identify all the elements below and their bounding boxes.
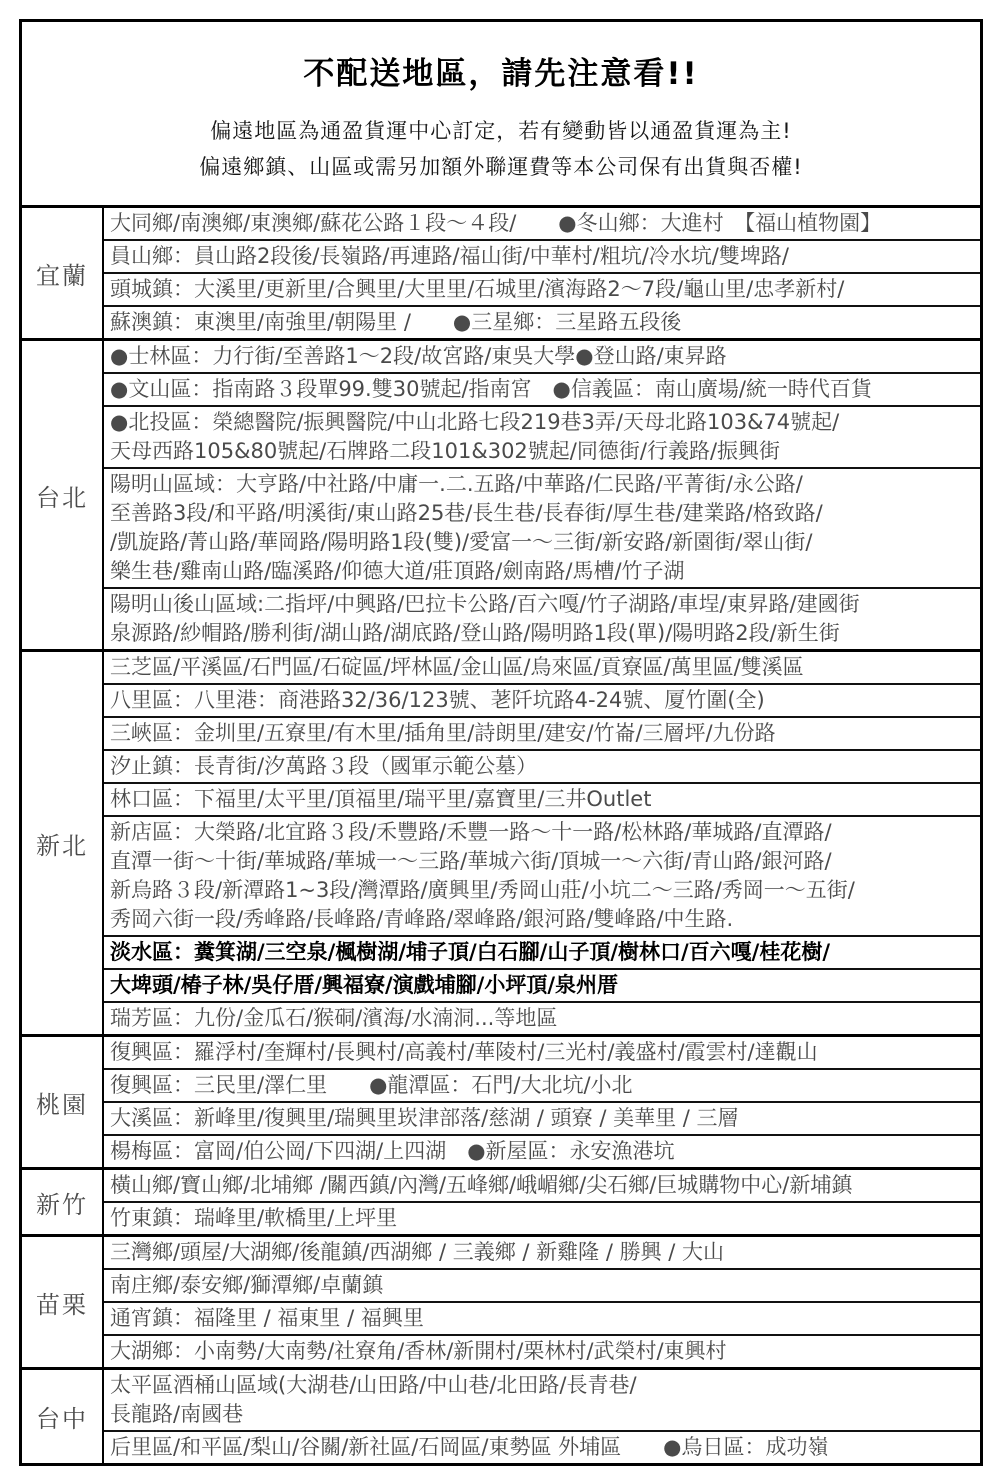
table-row <box>104 815 980 935</box>
row-line: 三灣鄉/頭屋/大湖鄉/後龍鎮/西湖鄉 / 三義鄉 / 新雞隆 / 勝興 / 大山 <box>110 1240 725 1264</box>
region-section <box>22 1234 980 1367</box>
region-section <box>22 1034 980 1167</box>
notice-sheet <box>19 19 983 1466</box>
row-line: 太平區酒桶山區域(大湖巷/山田路/中山巷/北田路/長青巷/ <box>110 1373 637 1397</box>
table-row <box>104 716 980 749</box>
row-line: 林口區：下福里/太平里/頂福里/瑞平里/嘉寶里/三井Outlet <box>110 787 652 811</box>
row-line: 汐止鎮：長青街/汐萬路３段（國軍示範公墓） <box>110 754 538 778</box>
row-line: 蘇澳鎮：東澳里/南強里/朝陽里 / ●三星鄉：三星路五段後 <box>110 310 682 334</box>
table-row <box>104 1430 980 1463</box>
row-line: 復興區：三民里/澤仁里 ●龍潭區：石門/大北坑/小北 <box>110 1073 633 1097</box>
region-rows <box>104 652 980 1034</box>
table-row <box>104 467 980 587</box>
region-rows <box>104 1237 980 1367</box>
region-section <box>22 1167 980 1234</box>
row-line: ●文山區：指南路３段單99.雙30號起/指南宮 ●信義區：南山廣場/統一時代百貨 <box>110 377 872 401</box>
table-row <box>104 1101 980 1134</box>
notice-subtitle-1: 偏遠地區為通盈貨運中心訂定，若有變動皆以通盈貨運為主! <box>210 119 792 143</box>
row-line: 樂生巷/雞南山路/臨溪路/仰德大道/莊頂路/劍南路/馬槽/竹子湖 <box>110 559 685 583</box>
table-row <box>104 968 980 1001</box>
table-row <box>104 1170 980 1201</box>
table-row <box>104 1001 980 1034</box>
region-section <box>22 338 980 649</box>
row-line: 三峽區：金圳里/五寮里/有木里/插角里/詩朗里/建安/竹崙/三層坪/九份路 <box>110 721 776 745</box>
row-line: 竹東鎮：瑞峰里/軟橋里/上坪里 <box>110 1206 398 1230</box>
row-line: 南庄鄉/泰安鄉/獅潭鄉/卓蘭鎮 <box>110 1273 384 1297</box>
table-row <box>104 272 980 305</box>
page-title: 不配送地區，請先注意看!! <box>303 56 699 92</box>
row-line: 員山鄉：員山路2段後/長嶺路/再連路/福山街/中華村/粗坑/冷水坑/雙埤路/ <box>110 244 789 268</box>
row-line: 大湖鄉：小南勢/大南勢/社寮角/香林/新開村/栗林村/武榮村/東興村 <box>110 1339 727 1363</box>
table-row <box>104 1134 980 1167</box>
row-line: 長龍路/南國巷 <box>110 1402 244 1426</box>
row-line: ●士林區：力行街/至善路1～2段/故宮路/東吳大學●登山路/東昇路 <box>110 344 727 368</box>
table-row <box>104 587 980 649</box>
region-section <box>22 1367 980 1463</box>
row-line: 陽明山後山區域:二指坪/中興路/巴拉卡公路/百六嘎/竹子湖路/車埕/東昇路/建國街 <box>110 592 860 616</box>
region-label: 新北 <box>22 652 104 1034</box>
row-line: 頭城鎮：大溪里/更新里/合興里/大里里/石城里/濱海路2～7段/龜山里/忠孝新村/ <box>110 277 845 301</box>
region-section <box>22 649 980 1034</box>
row-line: 復興區：羅浮村/奎輝村/長興村/高義村/華陵村/三光村/義盛村/霞雲村/達觀山 <box>110 1040 818 1064</box>
row-line: 陽明山區域：大亨路/中社路/中庸一.二.五路/中華路/仁民路/平菁街/永公路/ <box>110 472 803 496</box>
table-row <box>104 749 980 782</box>
region-label: 宜蘭 <box>22 208 104 338</box>
row-line: 淡水區：糞箕湖/三空泉/楓樹湖/埔子頂/白石腳/山子頂/樹林口/百六嘎/桂花樹/ <box>110 940 831 964</box>
table-row <box>104 305 980 338</box>
row-line: 楊梅區：富岡/伯公岡/下四湖/上四湖 ●新屋區：永安漁港坑 <box>110 1139 675 1163</box>
region-label: 桃園 <box>22 1037 104 1167</box>
region-label: 新竹 <box>22 1170 104 1234</box>
row-line: 天母西路105&80號起/石牌路二段101&302號起/同德街/行義路/振興街 <box>110 439 781 463</box>
region-rows <box>104 1037 980 1167</box>
table-row <box>104 405 980 467</box>
row-line: 瑞芳區：九份/金瓜石/猴硐/濱海/水湳洞...等地區 <box>110 1006 558 1030</box>
notice-header <box>22 22 980 205</box>
row-line: 泉源路/紗帽路/勝利街/湖山路/湖底路/登山路/陽明路1段(單)/陽明路2段/新生街 <box>110 621 840 645</box>
region-section <box>22 205 980 338</box>
row-line: 新店區：大榮路/北宜路３段/禾豐路/禾豐一路～十一路/松林路/華城路/直潭路/ <box>110 820 832 844</box>
row-line: 三芝區/平溪區/石門區/石碇區/坪林區/金山區/烏來區/貢寮區/萬里區/雙溪區 <box>110 655 804 679</box>
restriction-table <box>22 205 980 1463</box>
row-line: 秀岡六街一段/秀峰路/長峰路/青峰路/翠峰路/銀河路/雙峰路/中生路. <box>110 907 734 931</box>
table-row <box>104 652 980 683</box>
table-row <box>104 1301 980 1334</box>
region-rows <box>104 1170 980 1234</box>
region-rows <box>104 1370 980 1463</box>
table-row <box>104 208 980 239</box>
region-rows <box>104 341 980 649</box>
row-line: 至善路3段/和平路/明溪街/東山路25巷/長生巷/長春街/厚生巷/建業路/格致路/ <box>110 501 823 525</box>
row-line: 大埤頭/椿子林/吳仔厝/興福寮/演戲埔腳/小坪頂/泉州厝 <box>110 973 619 997</box>
table-row <box>104 1268 980 1301</box>
table-row <box>104 372 980 405</box>
table-row <box>104 239 980 272</box>
table-row <box>104 935 980 968</box>
region-label: 台北 <box>22 341 104 649</box>
table-row <box>104 1068 980 1101</box>
row-line: 后里區/和平區/梨山/谷關/新社區/石岡區/東勢區 外埔區 ●烏日區：成功嶺 <box>110 1435 829 1459</box>
row-line: 直潭一街～十街/華城路/華城一～三路/華城六街/頂城一～六街/青山路/銀河路/ <box>110 849 832 873</box>
notice-subtitle-2: 偏遠鄉鎮、山區或需另加額外聯運費等本公司保有出貨與否權! <box>199 155 803 179</box>
table-row <box>104 1037 980 1068</box>
region-label: 台中 <box>22 1370 104 1463</box>
row-line: 八里區：八里港：商港路32/36/123號、荖阡坑路4-24號、厦竹圍(全) <box>110 688 765 712</box>
row-line: 大溪區：新峰里/復興里/瑞興里崁津部落/慈湖 / 頭寮 / 美華里 / 三層 <box>110 1106 739 1130</box>
table-row <box>104 1201 980 1234</box>
row-line: /凱旋路/菁山路/華岡路/陽明路1段(雙)/愛富一～三街/新安路/新園街/翠山街/ <box>110 530 813 554</box>
row-line: 橫山鄉/寶山鄉/北埔鄉 /關西鎮/內灣/五峰鄉/峨嵋鄉/尖石鄉/巨城購物中心/新埔鎮 <box>110 1173 853 1197</box>
row-line: 新烏路３段/新潭路1~3段/灣潭路/廣興里/秀岡山莊/小坑二～三路/秀岡一～五街/ <box>110 878 855 902</box>
table-row <box>104 341 980 372</box>
region-rows <box>104 208 980 338</box>
row-line: 大同鄉/南澳鄉/東澳鄉/蘇花公路１段～４段/ ●冬山鄉：大進村 【福山植物園】 <box>110 211 882 235</box>
table-row <box>104 1237 980 1268</box>
table-row <box>104 1370 980 1430</box>
row-line: 通宵鎮：福隆里 / 福東里 / 福興里 <box>110 1306 424 1330</box>
row-line: ●北投區：榮總醫院/振興醫院/中山北路七段219巷3弄/天母北路103&74號起/ <box>110 410 840 434</box>
region-label: 苗栗 <box>22 1237 104 1367</box>
table-row <box>104 782 980 815</box>
table-row <box>104 1334 980 1367</box>
table-row <box>104 683 980 716</box>
